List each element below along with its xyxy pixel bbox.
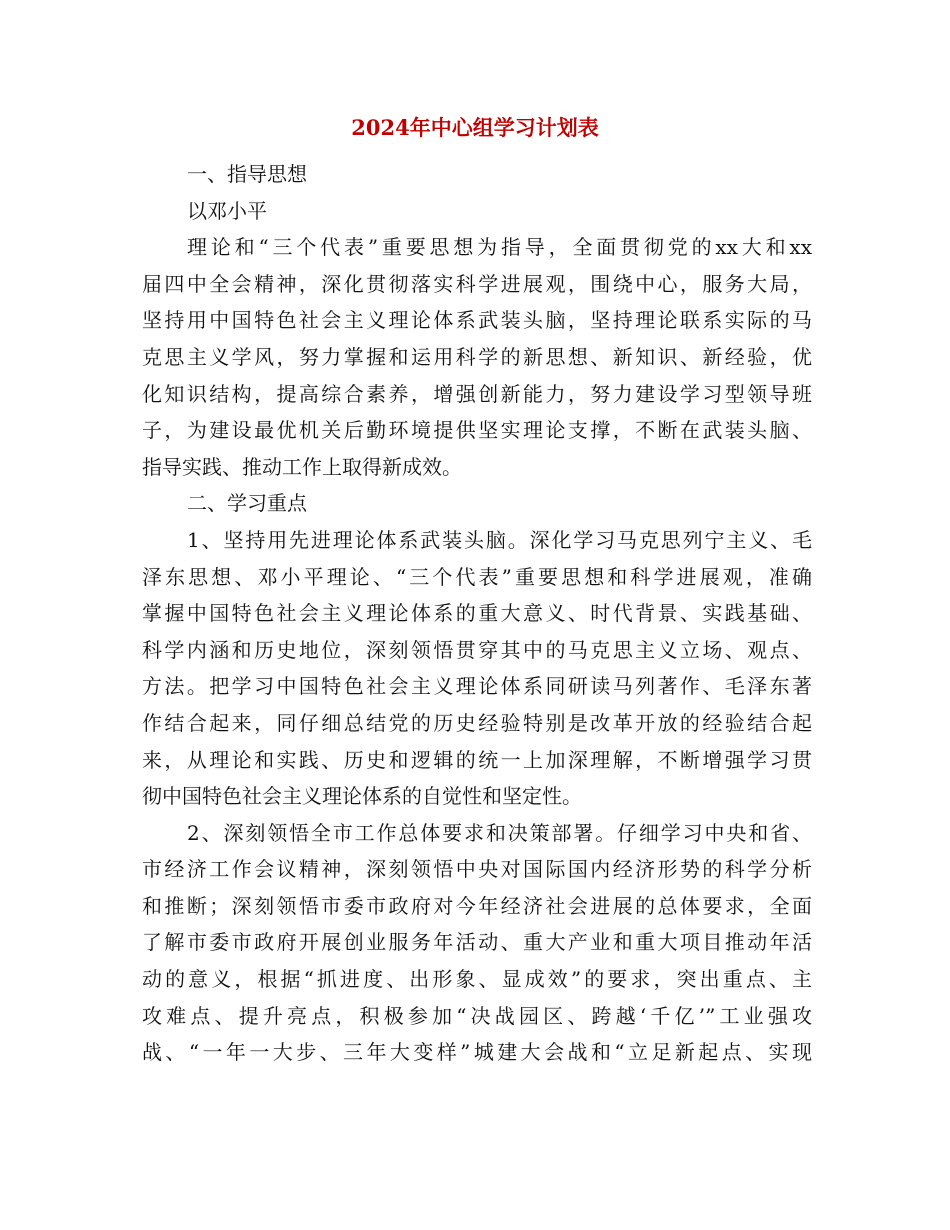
text-line: 2、深刻领悟全市工作总体要求和决策部署。仔细学习中央和省、 <box>187 820 812 845</box>
text-line: 1、坚持用先进理论体系武装头脑。深化学习马克思列宁主义、毛 <box>187 527 812 552</box>
text-line: 攻难点、提升亮点，积极参加“决战园区、跨越‘千亿’”工业强攻 <box>142 1003 812 1028</box>
text-line: 动的意义，根据“抓进度、出形象、显成效”的要求，突出重点、主 <box>142 967 812 992</box>
text-line: 战、“一年一大步、三年大变样”城建大会战和“立足新起点、实现 <box>142 1040 812 1065</box>
text-line: 作结合起来，同仔细总结党的历史经验特别是改革开放的经验结合起 <box>142 710 812 735</box>
text-line: 方法。把学习中国特色社会主义理论体系同研读马列著作、毛泽东著 <box>142 674 812 699</box>
document-body <box>142 156 812 1071</box>
text-line: 泽东思想、邓小平理论、“三个代表”重要思想和科学进展观，准确 <box>142 564 812 589</box>
text-line: 理论和“三个代表”重要思想为指导，全面贯彻党的xx大和xx <box>187 235 812 260</box>
text-line: 来，从理论和实践、历史和逻辑的统一上加深理解，不断增强学习贯 <box>142 747 812 772</box>
text-line: 市经济工作会议精神，深刻领悟中央对国际国内经济形势的科学分析 <box>142 857 812 882</box>
document-title: 2024年中心组学习计划表 <box>351 115 599 140</box>
text-line: 科学内涵和历史地位，深刻领悟贯穿其中的马克思主义立场、观点、 <box>142 637 812 662</box>
text-line: 子，为建设最优机关后勤环境提供坚实理论支撑，不断在武装头脑、 <box>142 418 812 443</box>
text-line: 掌握中国特色社会主义理论体系的重大意义、时代背景、实践基础、 <box>142 601 812 626</box>
text-line: 一、指导思想 <box>187 162 307 186</box>
text-line: 届四中全会精神，深化贯彻落实科学进展观，围绕中心，服务大局， <box>142 271 812 296</box>
text-line: 化知识结构，提高综合素养，增强创新能力，努力建设学习型领导班 <box>142 381 812 406</box>
text-line: 坚持用中国特色社会主义理论体系武装头脑，坚持理论联系实际的马 <box>142 308 812 333</box>
text-line: 了解市委市政府开展创业服务年活动、重大产业和重大项目推动年活 <box>142 930 812 955</box>
text-line: 指导实践、推动工作上取得新成效。 <box>142 454 462 479</box>
text-line: 二、学习重点 <box>187 491 307 516</box>
text-line: 和推断；深刻领悟市委市政府对今年经济社会进展的总体要求，全面 <box>142 893 812 918</box>
text-line: 彻中国特色社会主义理论体系的自觉性和坚定性。 <box>142 784 582 809</box>
text-line: 克思主义学风，努力掌握和运用科学的新思想、新知识、新经验，优 <box>142 344 812 369</box>
text-line: 以邓小平 <box>187 198 267 223</box>
